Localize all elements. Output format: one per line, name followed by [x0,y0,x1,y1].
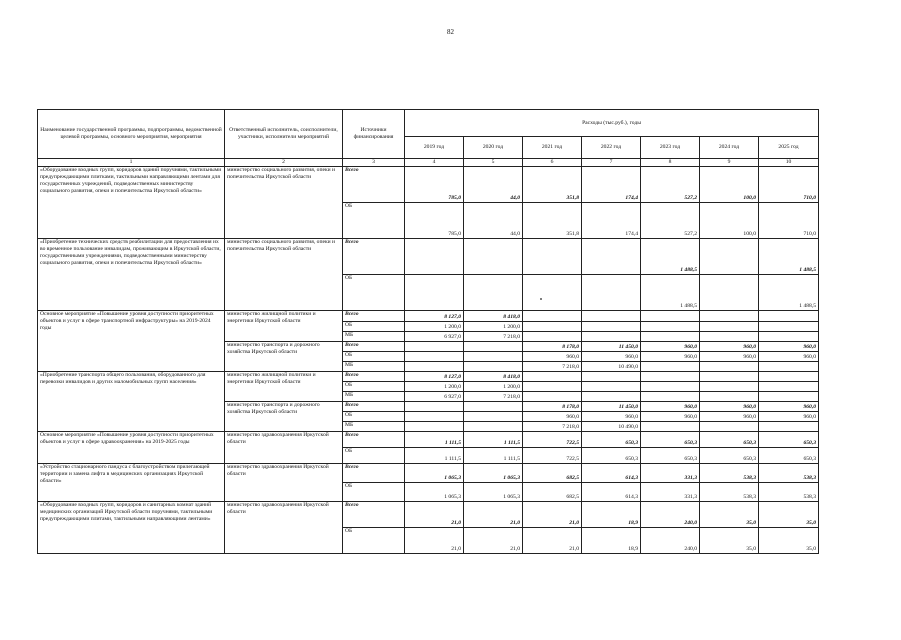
value-cell [523,239,582,275]
value-cell [759,362,819,372]
source-total: Всего [343,372,405,382]
table-row [38,372,819,382]
value-cell [582,332,641,342]
value-cell [464,402,523,412]
value-cell: 960,0 [700,402,759,412]
header-executor: Ответственный исполнитель, соисполнители, участники, исполнители мероприятий [225,110,343,159]
value-cell [759,372,819,382]
value-cell [641,362,700,372]
value-cell [641,372,700,382]
value-cell: 1 488,5 [759,275,819,311]
value-cell: 1 065,3 [405,464,464,483]
table-body [38,167,819,554]
value-cell: 710,0 [759,167,819,203]
value-cell: 240,0 [641,528,700,554]
value-cell: 35,0 [700,528,759,554]
value-cell: 614,3 [582,483,641,502]
measure-name: «Оборудование входных групп, коридоров зданий поручнями, тактильными предупреждающими плитками, тактильными направляющими лентами для государственных учреждений, подведомственных министерству социального развития, опеки и попечительства Иркутской области» [38,167,225,239]
value-cell: 785,0 [405,203,464,239]
source-ob: ОБ [343,448,405,464]
value-cell [700,362,759,372]
value-cell: 10 490,0 [582,422,641,432]
value-cell [523,275,582,311]
measure-name: «Устройство стационарного пандуса с благоустройством прилегающей территории и замена лифта в медицинских организациях Иркутской области» [38,464,225,502]
value-cell [405,239,464,275]
source-mb: МБ [343,422,405,432]
source-mb: МБ [343,332,405,342]
value-cell: 18,9 [582,502,641,528]
value-cell [759,311,819,322]
column-index: 10 [759,159,819,167]
value-cell: 960,0 [700,352,759,362]
source-ob: ОБ [343,412,405,422]
executor-name: министерство здравоохранения Иркутской области [225,502,343,554]
measure-name: «Приобретение технических средств реабилитации для предоставления их во временное пользование инвалидам, проживающим в Иркутской области, государственными учреждениями, подведомственными министерству социального развития, опеки и попечительства Иркутской области» [38,239,225,311]
value-cell: 331,3 [641,464,700,483]
value-cell: 35,0 [759,528,819,554]
value-cell: 21,0 [464,528,523,554]
column-index: 4 [405,159,464,167]
value-cell: 960,0 [641,352,700,362]
value-cell [405,412,464,422]
value-cell: 650,3 [582,432,641,448]
value-cell [405,402,464,412]
source-mb: МБ [343,362,405,372]
value-cell [523,382,582,392]
value-cell: 351,8 [523,203,582,239]
value-cell: 538,3 [700,464,759,483]
source-mb: МБ [343,392,405,402]
value-cell: 650,3 [759,432,819,448]
value-cell: 7 218,0 [464,392,523,402]
value-cell: 682,5 [523,464,582,483]
value-cell [700,239,759,275]
table-row [38,502,819,528]
table-row [38,464,819,483]
value-cell: 960,0 [759,412,819,422]
value-cell: 650,3 [582,448,641,464]
value-cell: 650,3 [700,448,759,464]
value-cell [523,332,582,342]
value-cell: 960,0 [641,402,700,412]
value-cell [641,382,700,392]
value-cell [582,322,641,332]
value-cell: 1 065,3 [405,483,464,502]
measure-name: Основное мероприятие «Повышение уровня доступности приоритетных объектов и услуг в сфере транспортной инфраструктуры» на 2019-2024 годы [38,311,225,372]
value-cell: 100,0 [700,167,759,203]
source-ob: ОБ [343,382,405,392]
executor-name: министерство социального развития, опеки и попечительства Иркутской области [225,239,343,311]
source-ob: ОБ [343,203,405,239]
value-cell: 710,0 [759,203,819,239]
value-cell: 960,0 [759,342,819,352]
measure-name: «Приобретение транспорта общего пользования, оборудованного для перевозки инвалидов и других маломобильных групп населения» [38,372,225,432]
value-cell: 960,0 [523,412,582,422]
value-cell: 527,2 [641,167,700,203]
value-cell: 1 065,3 [464,464,523,483]
value-cell [405,352,464,362]
value-cell [523,311,582,322]
value-cell: 8 178,0 [523,342,582,352]
value-cell: 8 127,0 [405,372,464,382]
value-cell: 35,0 [759,502,819,528]
value-cell: 614,3 [582,464,641,483]
value-cell: 960,0 [700,342,759,352]
year-header: 2023 год [641,137,700,159]
source-ob: ОБ [343,352,405,362]
value-cell: 8 178,0 [523,402,582,412]
value-cell [464,352,523,362]
value-cell: 21,0 [523,502,582,528]
value-cell: 7 218,0 [464,332,523,342]
source-total: Всего [343,342,405,352]
value-cell: 35,0 [700,502,759,528]
value-cell: 682,5 [523,483,582,502]
value-cell: 11 450,0 [582,402,641,412]
value-cell: 7 218,0 [523,362,582,372]
source-total: Всего [343,502,405,528]
value-cell [700,311,759,322]
value-cell [700,382,759,392]
value-cell [582,392,641,402]
column-index: 7 [582,159,641,167]
value-cell [464,342,523,352]
year-header: 2021 год [523,137,582,159]
table-row [38,167,819,203]
column-index: 8 [641,159,700,167]
value-cell: 240,0 [641,502,700,528]
measure-name: «Оборудование входных групп, коридоров и санитарных комнат зданий медицинских организаций Иркутской области поручнями, тактильными предупреждающими плитами, тактильными направляющими лентами» [38,502,225,554]
value-cell: 21,0 [405,528,464,554]
value-cell: 1 111,5 [405,432,464,448]
value-cell: 1 200,0 [405,382,464,392]
value-cell: 1 111,5 [464,432,523,448]
value-cell: 174,4 [582,167,641,203]
source-total: Всего [343,167,405,203]
value-cell: 21,0 [523,528,582,554]
header-name: Наименование государственной программы, подпрограммы, ведомственной целевой программы, основного мероприятия, мероприятия [38,110,225,159]
executor-name: министерство транспорта и дорожного хозяйства Иркутской области [225,342,343,372]
value-cell: 174,4 [582,203,641,239]
value-cell: 351,8 [523,167,582,203]
value-cell [641,332,700,342]
value-cell: 722,5 [523,432,582,448]
value-cell [405,422,464,432]
column-index: 9 [700,159,759,167]
source-total: Всего [343,402,405,412]
executor-name: министерство транспорта и дорожного хозяйства Иркутской области [225,402,343,432]
value-cell: 8 418,0 [464,372,523,382]
executor-name: министерство жилищной политики и энергетики Иркутской области [225,311,343,342]
measure-name: Основное мероприятие «Повышение уровня доступности приоритетных объектов и услуг в сфере здравоохранения» на 2019-2025 годы [38,432,225,464]
executor-name: министерство здравоохранения Иркутской области [225,432,343,464]
value-cell [582,239,641,275]
value-cell: 1 065,3 [464,483,523,502]
value-cell [641,322,700,332]
page-number: 82 [447,28,454,36]
value-cell: 785,0 [405,167,464,203]
value-cell [700,275,759,311]
column-index: 5 [464,159,523,167]
value-cell: 6 927,0 [405,332,464,342]
source-total: Всего [343,432,405,448]
header-expenses: Расходы (тыс.руб.), годы [405,110,819,137]
value-cell [405,362,464,372]
value-cell: 960,0 [582,352,641,362]
value-cell [759,322,819,332]
value-cell: 1 200,0 [464,382,523,392]
source-total: Всего [343,464,405,483]
value-cell: 11 450,0 [582,342,641,352]
value-cell: 960,0 [700,412,759,422]
value-cell: 960,0 [641,412,700,422]
value-cell [641,311,700,322]
source-ob: ОБ [343,275,405,311]
value-cell: 722,5 [523,448,582,464]
value-cell: 1 488,5 [641,275,700,311]
table-row [38,239,819,275]
value-cell: 650,3 [641,432,700,448]
value-cell [759,382,819,392]
table-row [38,311,819,322]
value-cell [405,275,464,311]
value-cell: 21,0 [464,502,523,528]
value-cell [700,372,759,382]
column-index: 3 [343,159,405,167]
value-cell [523,392,582,402]
value-cell: 100,0 [700,203,759,239]
executor-name: министерство жилищной политики и энергетики Иркутской области [225,372,343,402]
value-cell: 44,0 [464,167,523,203]
value-cell: 8 418,0 [464,311,523,322]
value-cell [464,275,523,311]
value-cell [464,239,523,275]
source-total: Всего [343,311,405,322]
value-cell [405,342,464,352]
value-cell [582,382,641,392]
value-cell: 6 927,0 [405,392,464,402]
value-cell: 8 127,0 [405,311,464,322]
value-cell: 960,0 [641,342,700,352]
value-cell [759,422,819,432]
value-cell: 1 488,5 [641,239,700,275]
value-cell: 650,3 [641,448,700,464]
column-index-row [38,159,819,167]
source-total: Всего [343,239,405,275]
year-header: 2024 год [700,137,759,159]
executor-name: министерство социального развития, опеки и попечительства Иркутской области [225,167,343,239]
source-ob: ОБ [343,528,405,554]
value-cell: 538,3 [759,483,819,502]
value-cell [464,362,523,372]
value-cell [523,322,582,332]
column-index: 1 [38,159,225,167]
year-header: 2025 год [759,137,819,159]
value-cell: 650,3 [700,432,759,448]
value-cell [582,275,641,311]
value-cell [523,372,582,382]
column-index: 6 [523,159,582,167]
value-cell [700,392,759,402]
value-cell [759,392,819,402]
value-cell: 960,0 [582,412,641,422]
value-cell: 538,3 [759,464,819,483]
header-source: Источники финансирования [343,110,405,159]
value-cell: 1 200,0 [405,322,464,332]
value-cell [759,332,819,342]
value-cell: 44,0 [464,203,523,239]
executor-name: министерство здравоохранения Иркутской области [225,464,343,502]
value-cell: 960,0 [523,352,582,362]
value-cell: 18,9 [582,528,641,554]
value-cell: 1 200,0 [464,322,523,332]
value-cell: 527,2 [641,203,700,239]
year-header: 2020 год [464,137,523,159]
value-cell [700,322,759,332]
scan-speck [540,298,542,300]
value-cell: 1 111,5 [464,448,523,464]
value-cell [582,311,641,322]
value-cell: 650,3 [759,448,819,464]
value-cell [641,392,700,402]
year-header: 2022 год [582,137,641,159]
expenses-table [37,109,819,554]
value-cell: 1 111,5 [405,448,464,464]
value-cell: 960,0 [759,352,819,362]
year-header: 2019 год [405,137,464,159]
value-cell [464,412,523,422]
source-ob: ОБ [343,322,405,332]
value-cell [700,422,759,432]
value-cell: 960,0 [759,402,819,412]
value-cell: 7 218,0 [523,422,582,432]
value-cell: 538,3 [700,483,759,502]
value-cell [464,422,523,432]
value-cell: 1 488,5 [759,239,819,275]
value-cell: 21,0 [405,502,464,528]
value-cell: 10 490,0 [582,362,641,372]
value-cell [700,332,759,342]
source-ob: ОБ [343,483,405,502]
table-row [38,432,819,448]
column-index: 2 [225,159,343,167]
value-cell: 331,3 [641,483,700,502]
value-cell [641,422,700,432]
value-cell [582,372,641,382]
